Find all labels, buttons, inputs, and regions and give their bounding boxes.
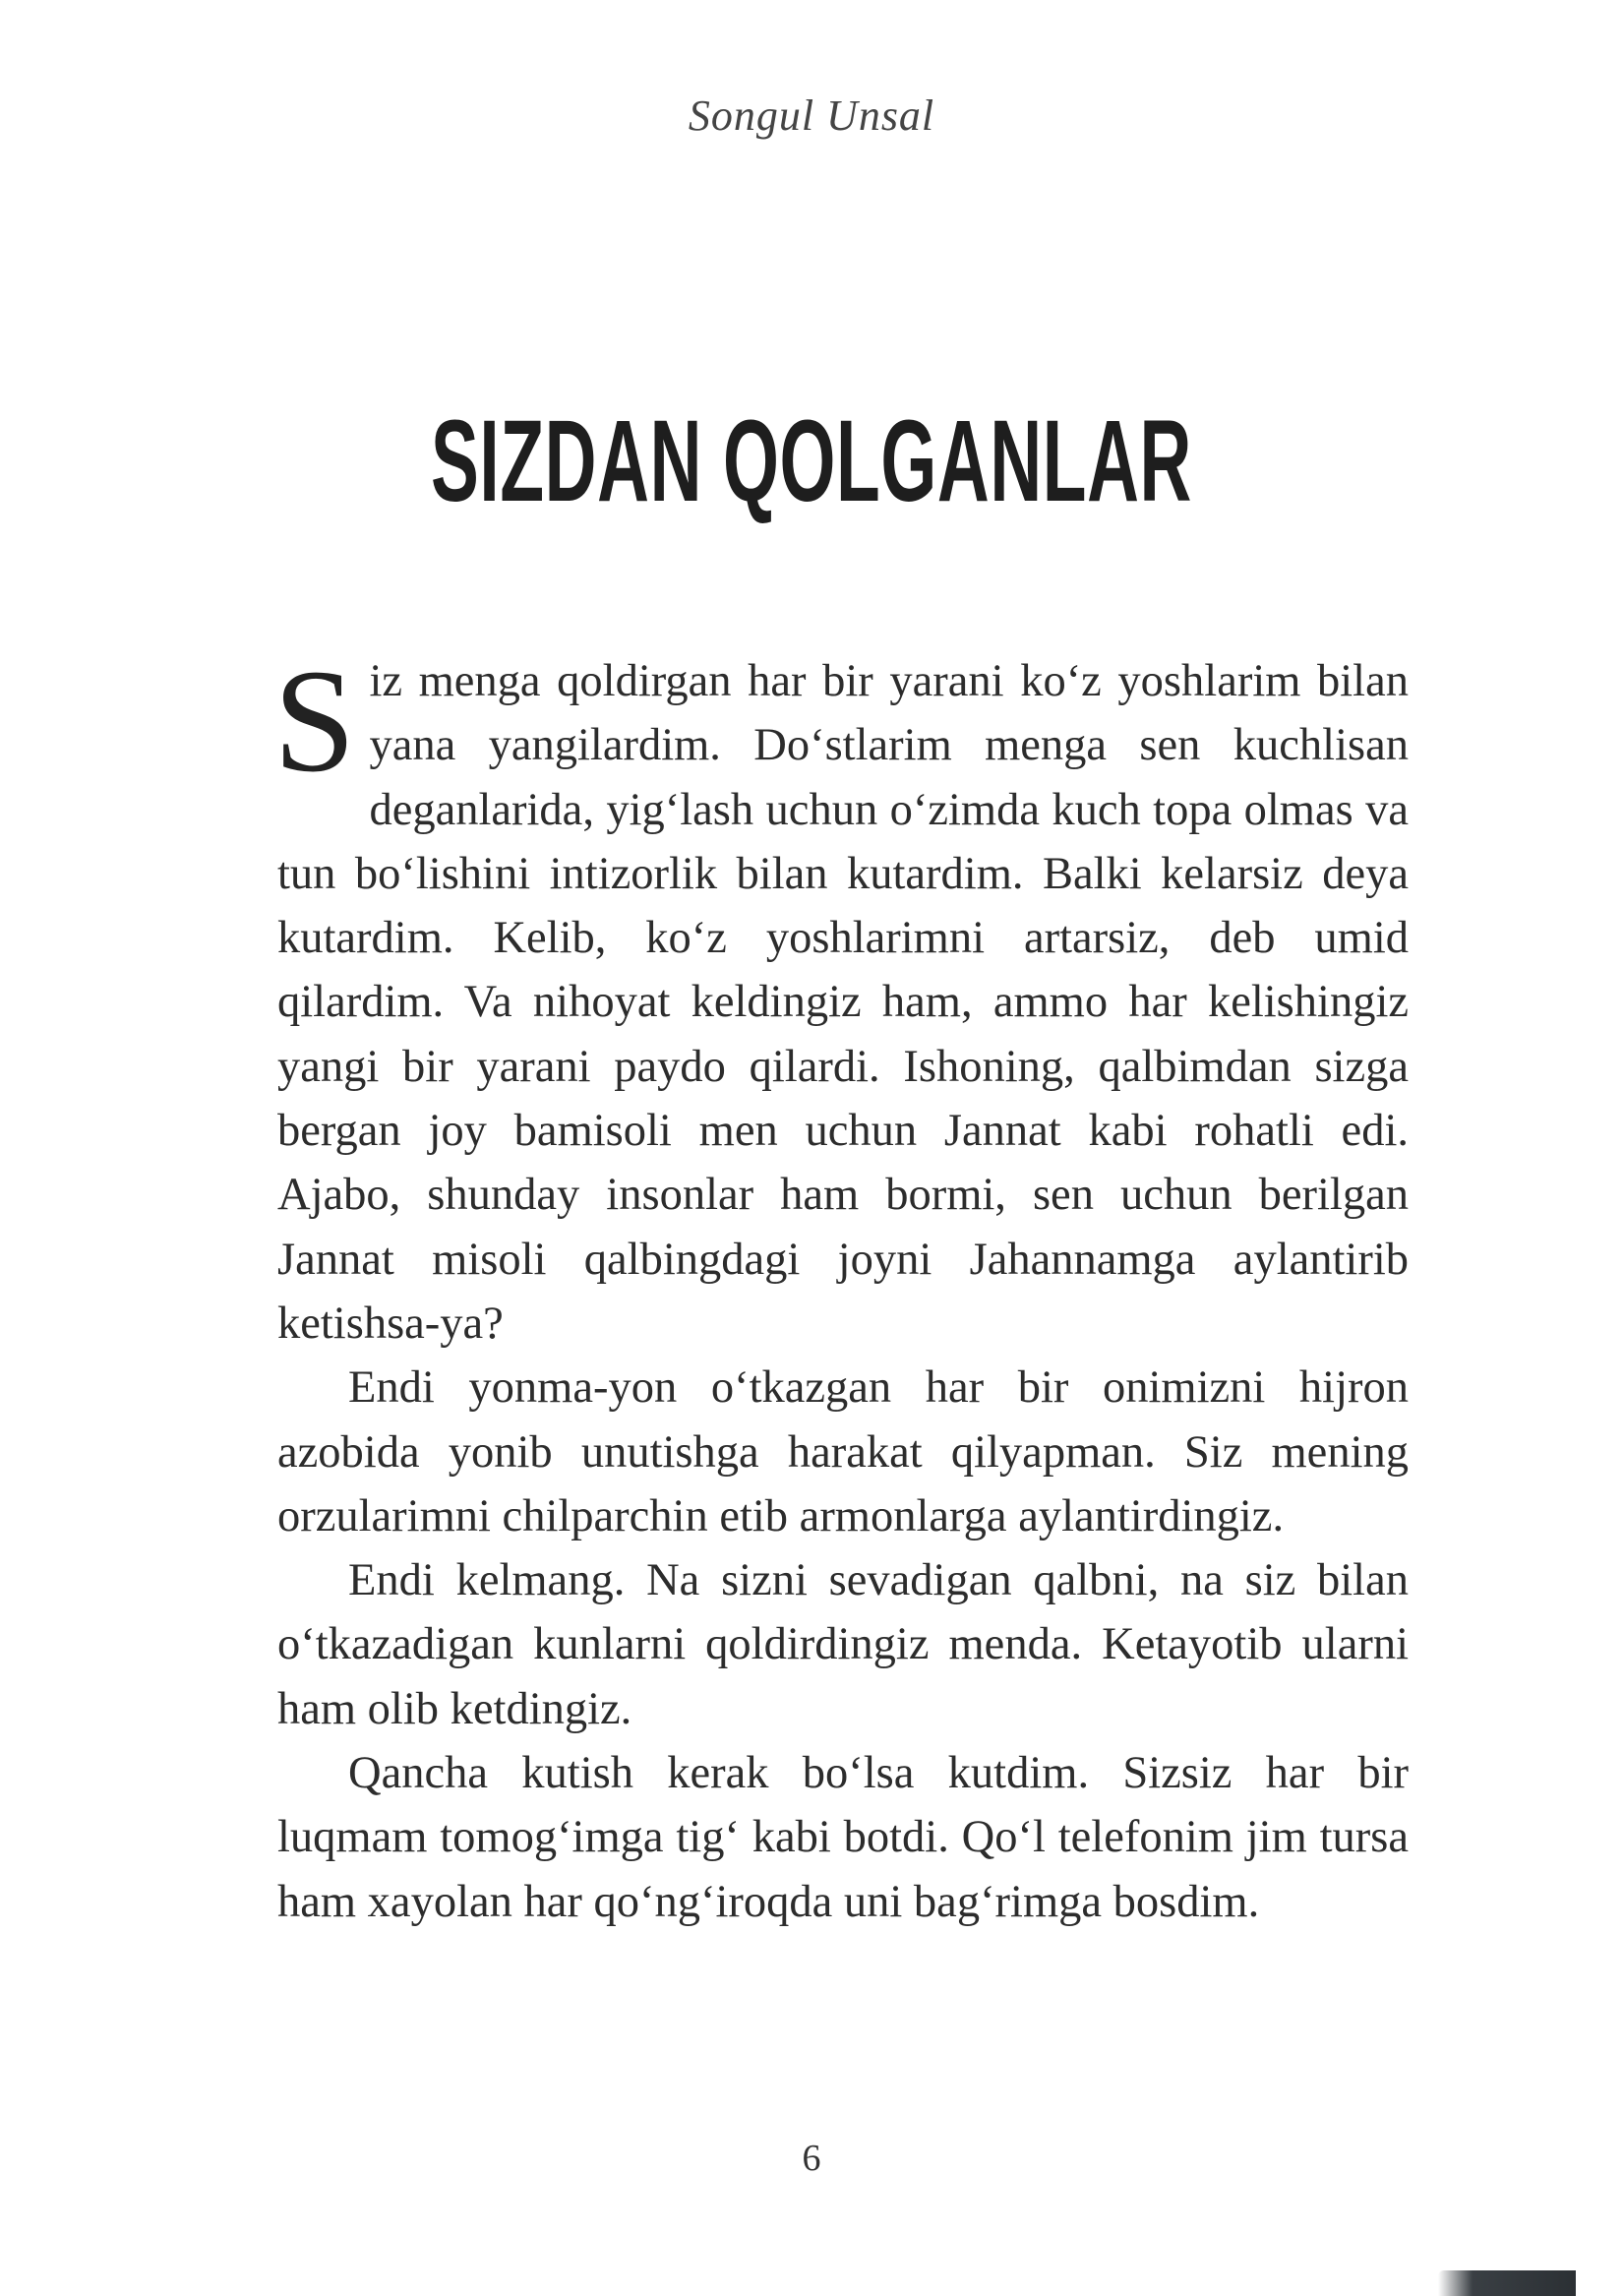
drop-cap: S: [273, 639, 356, 803]
page-number: 6: [802, 2138, 821, 2179]
paragraph-2: Endi yonma-yon o‘tkazgan har bir onimizni hijron azobida yonib unutishga harakat qilyapman. Siz mening orzularimni chilparchin etib armonlarga aylantirdingiz.: [277, 1362, 1409, 1541]
body-text: [273, 639, 1409, 1934]
paragraph-4: Qancha kutish kerak bo‘lsa kutdim. Sizsiz har bir luqmam tomog‘imga tig‘ kabi botdi. Qo‘l telefonim jim tursa ham xayolan har qo‘ng‘iroqda uni bag‘rimga bosdim.: [277, 1748, 1409, 1927]
paragraph-1-text: iz menga qoldirgan har bir yarani ko‘z yoshlarim bilan yana yangilardim. Do‘stlarim menga sen kuchlisan deganlarida, yig‘lash uchun o‘zimda kuch topa olmas va tun bo‘lishini intizorlik bilan kutardim. Balki kelarsiz deya kutardim. Kelib, ko‘z yoshlarimni artarsiz, deb umid qilardim. Va nihoyat keldingiz ham, ammo har kelishingiz yangi bir yarani paydo qilardi. Ishoning, qalbimdan sizga bergan joy bamisoli men uchun Jannat kabi rohatli edi. Ajabo, shunday insonlar ham bormi, sen uchun berilgan Jannat misoli qalbingdagi joyni Jahannamga aylantirib ketishsa-ya?: [277, 656, 1409, 1349]
scan-edge-mark: [1438, 2270, 1576, 2296]
paragraph-3: Endi kelmang. Na sizni sevadigan qalbni, na siz bilan o‘tkazadigan kunlarni qoldirdingiz menda. Ketayotib ularni ham olib ketdingiz.: [277, 1555, 1409, 1734]
chapter-title: SIZDAN QOLGANLAR: [431, 396, 1192, 526]
paragraph-1: [273, 639, 1409, 1356]
running-head: Songul Unsal: [688, 91, 935, 140]
